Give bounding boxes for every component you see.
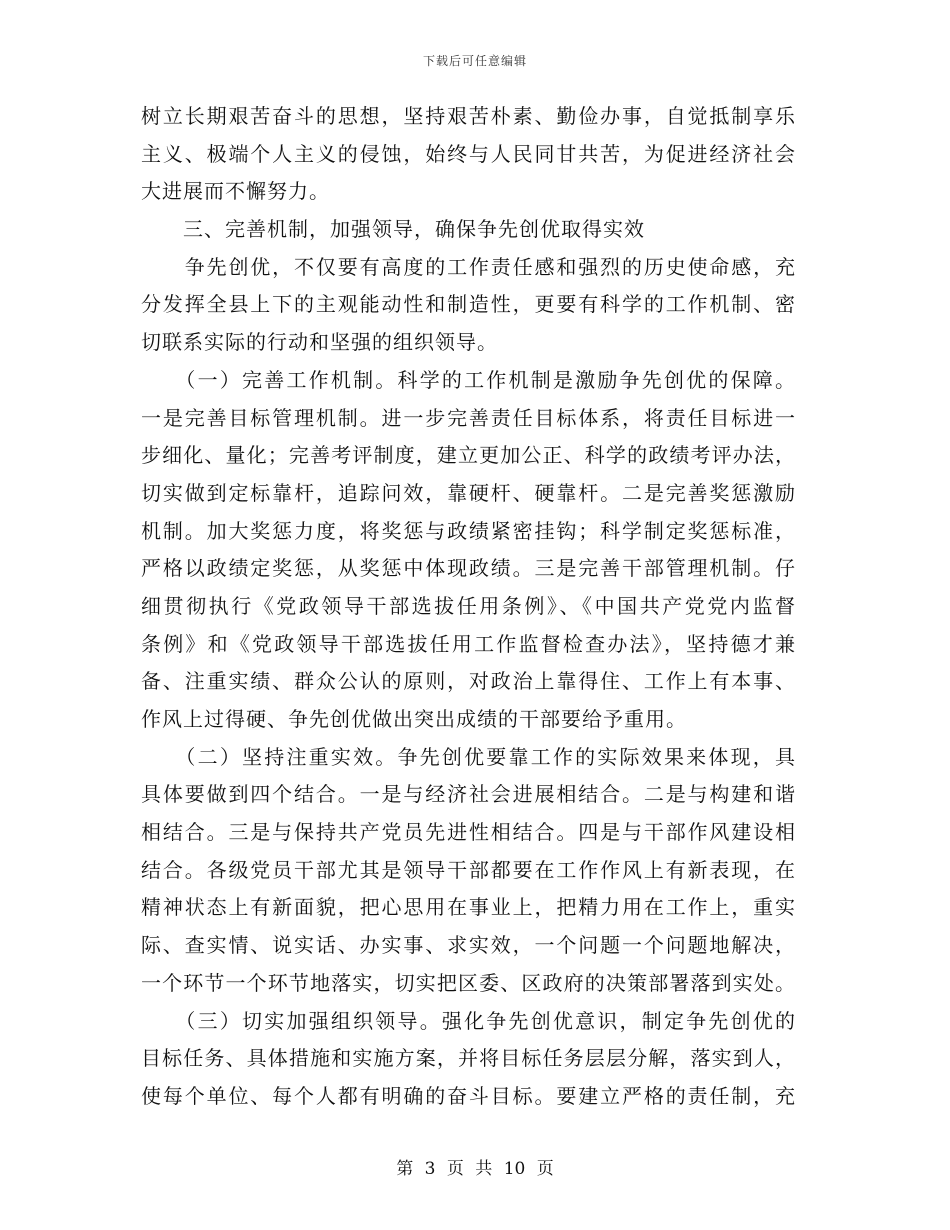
text-line: 结合。各级党员干部尤其是领导干部都要在工作作风上有新表现，在: [141, 857, 796, 882]
text-line: 目标任务、具体措施和实施方案，并将目标任务层层分解，落实到人，: [141, 1046, 796, 1071]
text-line: （二）坚持注重实效。争先创优要靠工作的实际效果来体现，具: [141, 744, 796, 769]
text-line: 严格以政绩定奖惩，从奖惩中体现政绩。三是完善干部管理机制。仔: [141, 556, 796, 581]
text-line: 精神状态上有新面貌，把心思用在事业上，把精力用在工作上，重实: [141, 895, 796, 920]
text-line: （三）切实加强组织领导。强化争先创优意识，制定争先创优的: [141, 1008, 796, 1033]
text-line: 备、注重实绩、群众公认的原则，对政治上靠得住、工作上有本事、: [141, 669, 796, 694]
text-line: 具体要做到四个结合。一是与经济社会进展相结合。二是与构建和谐: [141, 782, 796, 807]
text-line: 争先创优，不仅要有高度的工作责任感和强烈的历史使命感，充: [141, 254, 796, 279]
text-line: 步细化、量化；完善考评制度，建立更加公正、科学的政绩考评办法，: [141, 443, 796, 468]
text-line: 机制。加大奖惩力度，将奖惩与政绩紧密挂钩；科学制定奖惩标准，: [141, 518, 796, 543]
text-line: 使每个单位、每个人都有明确的奋斗目标。要建立严格的责任制，充: [141, 1083, 796, 1108]
text-line: 作风上过得硬、争先创优做出突出成绩的干部要给予重用。: [141, 707, 687, 731]
text-line: 三、完善机制，加强领导，确保争先创优取得实效: [141, 217, 645, 242]
text-line: 分发挥全县上下的主观能动性和制造性，更要有科学的工作机制、密: [141, 292, 796, 317]
text-line: 主义、极端个人主义的侵蚀，始终与人民同甘共苦，为促进经济社会: [141, 141, 796, 166]
document-body: [141, 98, 796, 1116]
text-line: 切联系实际的行动和坚强的组织领导。: [141, 330, 498, 355]
page-header: 下载后可任意编辑: [422, 54, 527, 68]
text-line: 大进展而不懈努力。: [141, 179, 330, 204]
text-line: 树立长期艰苦奋斗的思想，坚持艰苦朴素、勤俭办事，自觉抵制享乐: [141, 104, 796, 128]
text-line: 际、查实情、说实话、办实事、求实效，一个问题一个问题地解决，: [141, 933, 796, 958]
text-line: 一是完善目标管理机制。进一步完善责任目标体系，将责任目标进一: [141, 405, 796, 430]
text-line: 切实做到定标靠杆，追踪问效，靠硬杆、硬靠杆。二是完善奖惩激励: [141, 480, 796, 505]
text-line: （一）完善工作机制。科学的工作机制是激励争先创优的保障。: [141, 367, 796, 392]
text-line: 一个环节一个环节地落实，切实把区委、区政府的决策部署落到实处。: [141, 970, 796, 995]
text-line: 细贯彻执行《党政领导干部选拔任用条例》、《中国共产党党内监督: [141, 593, 796, 618]
text-line: 条例》和《党政领导干部选拔任用工作监督检查办法》，坚持德才兼: [141, 631, 796, 656]
page-number: 第 3 页 共 10 页: [396, 1159, 554, 1179]
text-line: 相结合。三是与保持共产党员先进性相结合。四是与干部作风建设相: [141, 820, 796, 845]
